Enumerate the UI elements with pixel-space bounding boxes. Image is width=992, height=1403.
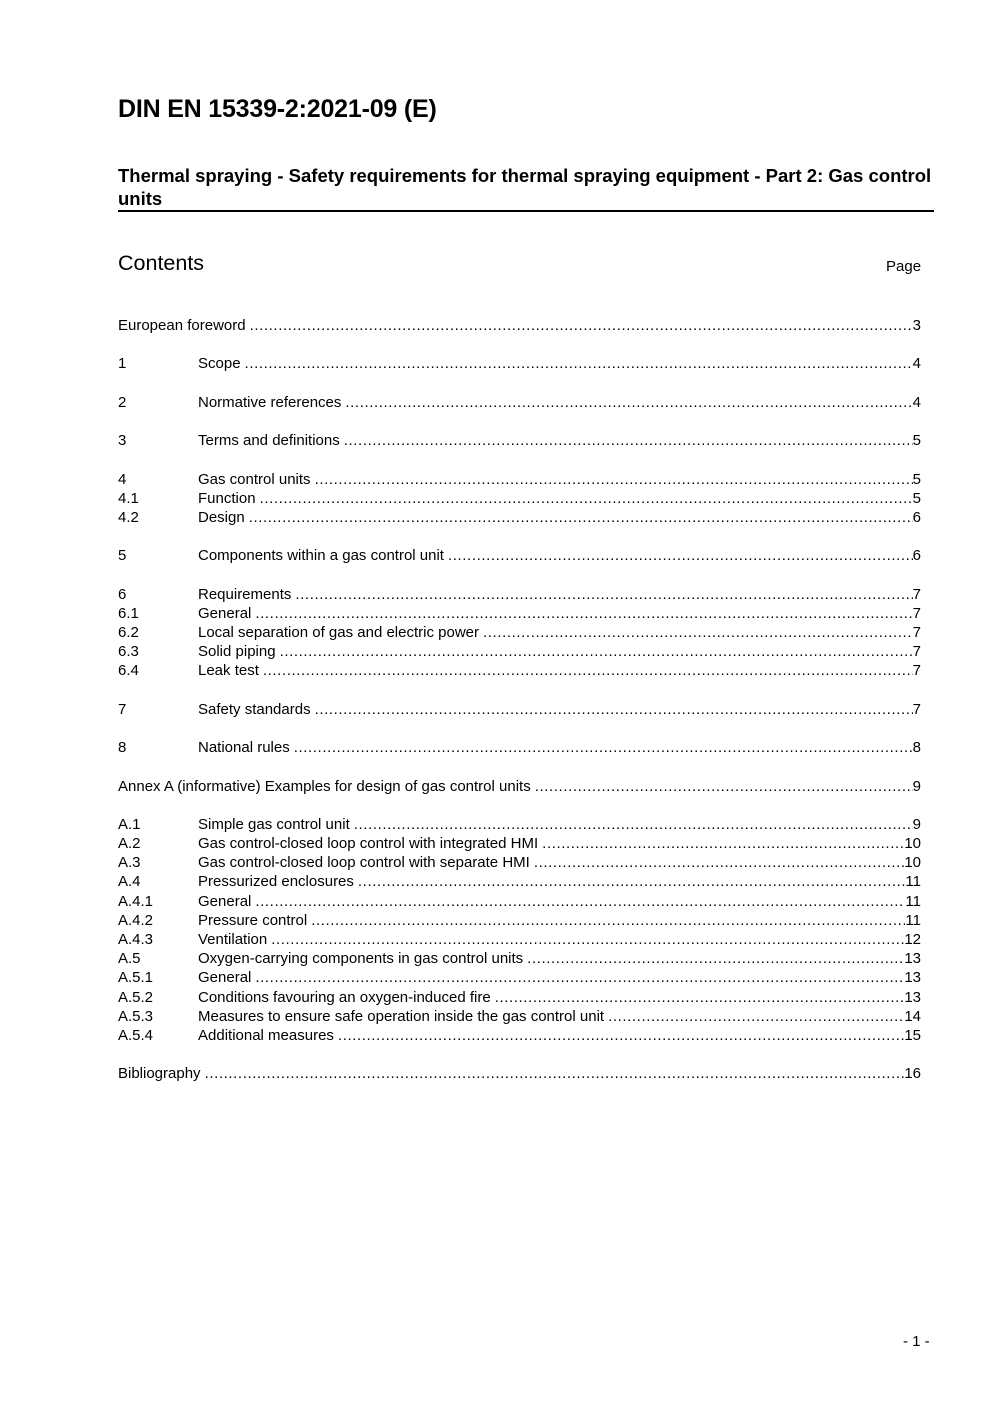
toc-entry-number: 6.1	[118, 604, 139, 622]
toc-entry[interactable]	[118, 508, 921, 527]
toc-entry-title: Solid piping	[198, 643, 276, 661]
toc-entry[interactable]	[118, 700, 921, 719]
toc-entry[interactable]	[118, 585, 921, 604]
toc-entry-page: 11	[905, 911, 921, 929]
toc-entry-title: Ventilation	[198, 931, 268, 948]
toc-entry-title: Measures to ensure safe operation inside the gas control unit	[198, 1007, 605, 1025]
toc-entry-title: Additional measures	[198, 1026, 334, 1044]
toc-entry-title: Pressure control	[198, 911, 308, 929]
toc-entry[interactable]	[118, 834, 921, 853]
toc-dot-leader	[358, 872, 906, 891]
toc-entry[interactable]	[118, 354, 921, 373]
toc-entry-title: General	[198, 604, 252, 622]
toc-entry[interactable]	[118, 642, 921, 661]
toc-entry-page: 11	[905, 892, 921, 910]
toc-entry-page: 7	[912, 662, 921, 680]
toc-entry[interactable]	[118, 316, 921, 335]
toc-dot-leader	[483, 623, 913, 642]
toc-dot-leader	[344, 431, 913, 450]
toc-entry[interactable]	[118, 393, 921, 412]
toc-dot-leader	[250, 316, 913, 335]
toc-entry-title: Normative references	[198, 393, 342, 411]
toc-entry-page: 7	[912, 643, 921, 661]
toc-entry-page: 4	[912, 355, 921, 373]
toc-entry[interactable]	[118, 872, 921, 891]
toc-entry-number: 6.4	[118, 662, 139, 680]
toc-entry-number: A.1	[118, 815, 141, 833]
toc-entry-number: 3	[118, 432, 127, 450]
toc-entry[interactable]	[118, 853, 921, 872]
toc-entry-title: General	[198, 969, 252, 987]
toc-entry[interactable]	[118, 623, 921, 642]
toc-entry[interactable]	[118, 604, 921, 623]
toc-entry-page: 8	[912, 739, 921, 757]
toc-entry-title: Pressurized enclosures	[198, 873, 354, 891]
toc-entry[interactable]	[118, 930, 921, 949]
toc-entry-number: 8	[118, 739, 127, 757]
toc-entry-page: 7	[912, 624, 921, 641]
toc-dot-leader	[260, 489, 913, 508]
toc-entry-number: A.2	[118, 835, 141, 853]
toc-entry-title: Conditions favouring an oxygen-induced fire	[198, 988, 491, 1006]
toc-entry-page: 6	[912, 547, 921, 565]
toc-entry-title: Simple gas control unit	[198, 815, 350, 833]
toc-dot-leader	[608, 1007, 904, 1026]
toc-entry-number: 5	[118, 547, 127, 565]
toc-entry[interactable]	[118, 1064, 921, 1083]
toc-dot-leader	[294, 738, 913, 757]
toc-entry[interactable]	[118, 892, 921, 911]
toc-entry-number: A.5	[118, 950, 141, 968]
toc-dot-leader	[354, 815, 913, 834]
toc-dot-leader	[249, 508, 913, 527]
toc-dot-leader	[495, 988, 905, 1007]
document-title: Thermal spraying - Safety requirements for thermal spraying equipment - Part 2: Gas control units	[118, 165, 932, 209]
contents-heading: Contents	[118, 251, 205, 275]
toc-entry-number: A.3	[118, 854, 141, 872]
toc-dot-leader	[255, 604, 912, 623]
toc-entry-page: 16	[904, 1065, 921, 1083]
footer-page-number: - 1 -	[903, 1333, 930, 1350]
toc-entry-title: Gas control units	[198, 470, 311, 488]
toc-dot-leader	[205, 1064, 905, 1083]
toc-entry-page: 15	[904, 1026, 921, 1044]
toc-entry-title: Annex A (informative) Examples for design of gas control units	[118, 777, 531, 795]
toc-entry-title: European foreword	[118, 317, 246, 334]
toc-entry[interactable]	[118, 815, 921, 834]
toc-entry-title: General	[198, 892, 252, 910]
toc-entry-page: 14	[904, 1007, 921, 1025]
toc-entry-page: 9	[912, 815, 921, 833]
toc-entry-page: 10	[904, 835, 921, 853]
toc-dot-leader	[311, 911, 905, 930]
toc-entry-number: 6.2	[118, 624, 139, 641]
toc-entry-number: A.5.4	[118, 1026, 154, 1044]
toc-dot-leader	[255, 892, 905, 911]
toc-entry[interactable]	[118, 431, 921, 450]
toc-entry-number: 1	[118, 355, 127, 373]
toc-dot-leader	[315, 700, 913, 719]
toc-entry-number: 4	[118, 470, 127, 488]
toc-entry-page: 5	[912, 432, 921, 450]
toc-dot-leader	[448, 546, 913, 565]
toc-entry-page: 13	[904, 988, 921, 1006]
toc-entry[interactable]	[118, 489, 921, 508]
toc-entry-number: 6.3	[118, 643, 139, 661]
toc-entry-number: 4.2	[118, 508, 139, 526]
toc-entry-page: 4	[912, 393, 921, 411]
toc-entry[interactable]	[118, 738, 921, 757]
toc-entry-number: 6	[118, 585, 127, 603]
toc-entry-number: A.5.1	[118, 969, 154, 987]
table-of-contents	[118, 316, 921, 1084]
toc-entry-page: 13	[904, 969, 921, 987]
toc-entry-page: 5	[912, 470, 921, 488]
toc-dot-leader	[255, 968, 904, 987]
toc-entry-title: Scope	[198, 355, 241, 373]
toc-entry[interactable]	[118, 1026, 921, 1045]
toc-entry-page: 13	[904, 950, 921, 968]
toc-entry-page: 6	[912, 508, 921, 526]
toc-entry[interactable]	[118, 470, 921, 489]
toc-entry-page: 7	[912, 700, 921, 718]
toc-entry-title: Requirements	[198, 585, 292, 603]
toc-entry-number: 2	[118, 393, 127, 411]
toc-entry-number: 7	[118, 700, 127, 718]
toc-entry[interactable]	[118, 949, 921, 968]
toc-dot-leader	[280, 642, 913, 661]
toc-entry[interactable]	[118, 777, 921, 796]
toc-entry-number: A.4.3	[118, 931, 154, 948]
toc-dot-leader	[535, 777, 913, 796]
toc-entry-page: 7	[912, 604, 921, 622]
toc-dot-leader	[345, 393, 912, 412]
toc-entry-page: 11	[905, 873, 921, 891]
toc-entry-number: A.5.2	[118, 988, 154, 1006]
toc-entry-page: 3	[912, 317, 921, 334]
toc-entry[interactable]	[118, 911, 921, 930]
toc-dot-leader	[271, 930, 904, 949]
toc-entry-title: Components within a gas control unit	[198, 547, 444, 565]
toc-entry-number: A.4.2	[118, 911, 154, 929]
toc-dot-leader	[338, 1026, 904, 1045]
toc-entry[interactable]	[118, 968, 921, 987]
toc-entry-title: Leak test	[198, 662, 259, 680]
toc-entry-title: National rules	[198, 739, 290, 757]
toc-entry-page: 9	[912, 777, 921, 795]
page-column-heading: Page	[886, 258, 922, 275]
toc-dot-leader	[542, 834, 904, 853]
document-id: DIN EN 15339-2:2021-09 (E)	[118, 95, 437, 123]
toc-entry-page: 12	[904, 931, 921, 948]
toc-entry-title: Function	[198, 489, 256, 507]
toc-entry-title: Local separation of gas and electric power	[198, 624, 480, 641]
toc-entry-title: Gas control-closed loop control with integrated HMI	[198, 835, 539, 853]
toc-entry[interactable]	[118, 1007, 921, 1026]
toc-dot-leader	[295, 585, 912, 604]
toc-entry-number: A.4.1	[118, 892, 154, 910]
toc-entry-number: A.4	[118, 873, 141, 891]
toc-dot-leader	[315, 470, 913, 489]
toc-entry-title: Terms and definitions	[198, 432, 340, 450]
toc-entry-title: Gas control-closed loop control with separate HMI	[198, 854, 530, 872]
toc-entry-page: 5	[912, 489, 921, 507]
toc-entry-title: Oxygen-carrying components in gas control units	[198, 950, 524, 968]
toc-entry-number: 4.1	[118, 489, 139, 507]
toc-entry-title: Safety standards	[198, 700, 311, 718]
toc-dot-leader	[263, 661, 913, 680]
toc-entry-title: Design	[198, 508, 245, 526]
toc-entry[interactable]	[118, 988, 921, 1007]
toc-entry-number: A.5.3	[118, 1007, 154, 1025]
toc-dot-leader	[527, 949, 904, 968]
title-divider	[118, 210, 934, 212]
toc-entry-title: Bibliography	[118, 1065, 201, 1083]
toc-dot-leader	[534, 853, 904, 872]
toc-entry-page: 10	[904, 854, 921, 872]
toc-entry[interactable]	[118, 546, 921, 565]
toc-entry[interactable]	[118, 661, 921, 680]
toc-entry-page: 7	[912, 585, 921, 603]
toc-dot-leader	[245, 354, 913, 373]
